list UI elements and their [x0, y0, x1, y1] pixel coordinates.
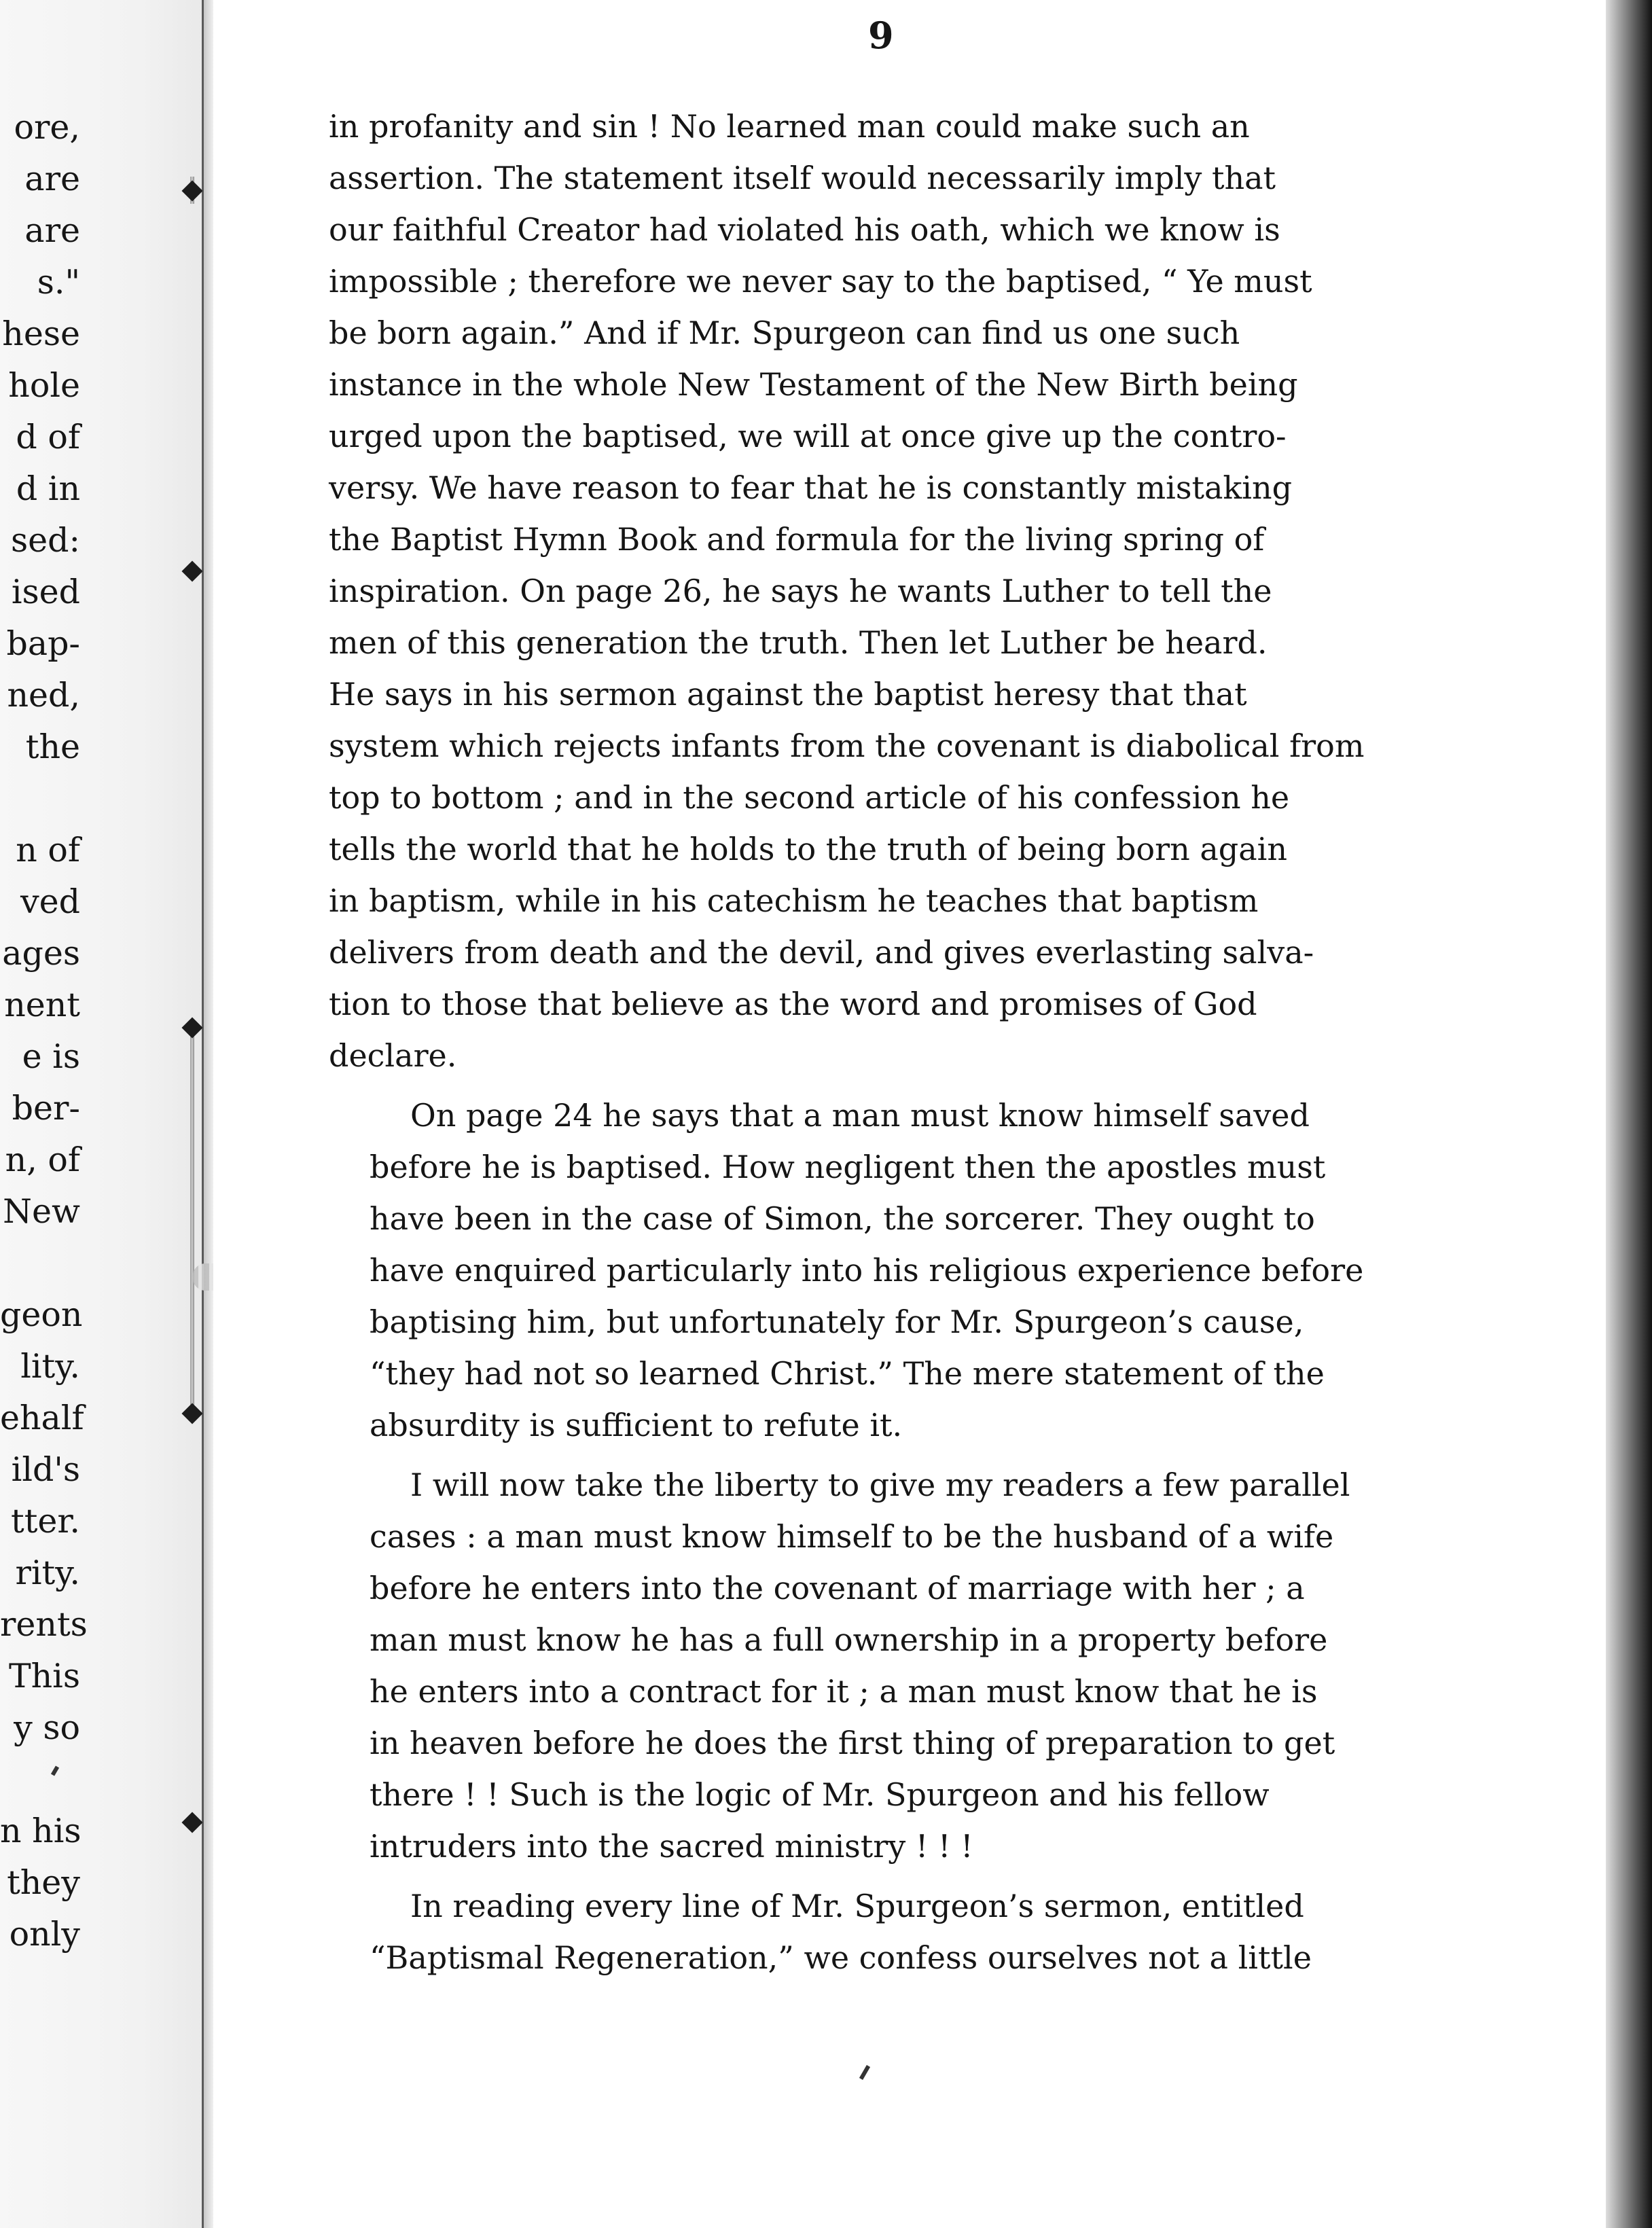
binding-thread	[190, 1032, 194, 1413]
text-line: system which rejects infants from the covenant is diabolical from	[329, 727, 1365, 764]
left-page-fragment: n his	[0, 1812, 82, 1850]
paragraph	[329, 1090, 1467, 1451]
left-page-fragment: ild's	[11, 1450, 80, 1489]
left-page-fragment: ned,	[7, 676, 80, 715]
left-page-fragment: geon	[0, 1295, 83, 1334]
book-spine	[204, 0, 213, 2228]
left-page-fragment: bap-	[6, 624, 80, 663]
text-line: cases : a man must know himself to be the husband of a wife	[370, 1518, 1334, 1555]
left-page-fragment: s."	[37, 263, 80, 302]
text-line: the Baptist Hymn Book and formula for the living spring of	[329, 521, 1265, 558]
left-page-fragment: ber-	[12, 1089, 80, 1128]
text-line: inspiration. On page 26, he says he wants Luther to tell the	[329, 573, 1272, 609]
left-page-fragment: hole	[8, 366, 80, 405]
text-line: in baptism, while in his catechism he teaches that baptism	[329, 882, 1259, 919]
left-page-fragment: are	[24, 160, 80, 198]
text-line: tion to those that believe as the word and promises of God	[329, 986, 1257, 1022]
text-line: “they had not so learned Christ.” The mere statement of the	[370, 1355, 1325, 1392]
text-line: top to bottom ; and in the second article of his confession he	[329, 779, 1290, 816]
left-page-fragment: rity.	[15, 1553, 80, 1592]
paragraph	[329, 101, 1467, 1081]
text-line: be born again.” And if Mr. Spurgeon can find us one such	[329, 315, 1240, 351]
page-number: 9	[868, 14, 894, 57]
text-line: assertion. The statement itself would necessarily imply that	[329, 160, 1276, 196]
left-page-fragment	[0, 773, 80, 825]
text-line: he enters into a contract for it ; a man must know that he is	[370, 1673, 1318, 1710]
left-page-fragment: ised	[11, 573, 80, 611]
text-line: before he enters into the covenant of marriage with her ; a	[370, 1570, 1305, 1606]
left-page-fragment: ehalf	[0, 1399, 84, 1437]
left-page-fragment: tter.	[11, 1502, 80, 1541]
text-line: instance in the whole New Testament of the New Birth being	[329, 366, 1298, 403]
left-page-fragment: the	[25, 727, 80, 766]
left-page-fragment: hese	[2, 315, 80, 353]
text-line: our faithful Creator had violated his oath, which we know is	[329, 211, 1280, 248]
page-edge-shadow	[1606, 0, 1652, 2228]
left-page-fragment: n, of	[5, 1140, 80, 1179]
left-page-fragment: d of	[16, 418, 80, 456]
left-page-fragment: d in	[16, 469, 80, 508]
left-page-fragment	[0, 1238, 80, 1289]
text-line: have enquired particularly into his religious experience before	[370, 1252, 1364, 1289]
text-line: man must know he has a full ownership in a property before	[370, 1621, 1328, 1658]
left-page-fragment	[0, 1754, 80, 1805]
left-page-fragment: y so	[14, 1708, 80, 1747]
left-page-fragment: nent	[4, 986, 80, 1024]
text-line: there ! ! Such is the logic of Mr. Spurgeon and his fellow	[370, 1776, 1270, 1813]
text-line: intruders into the sacred ministry ! ! !	[370, 1828, 973, 1865]
left-page-fragment: e is	[22, 1037, 80, 1076]
text-line: absurdity is sufficient to refute it.	[370, 1407, 903, 1443]
text-line: “Baptismal Regeneration,” we confess ourselves not a little	[370, 1939, 1312, 1976]
left-page-fragment: are	[24, 211, 80, 250]
text-line: tells the world that he holds to the truth of being born again	[329, 831, 1287, 867]
body-text	[329, 101, 1467, 1983]
text-line: have been in the case of Simon, the sorcerer. They ought to	[370, 1200, 1315, 1237]
text-line: baptising him, but unfortunately for Mr. Spurgeon’s cause,	[370, 1304, 1304, 1340]
text-line: in heaven before he does the first thing of preparation to get	[370, 1725, 1335, 1761]
left-page-fragment: lity.	[20, 1347, 80, 1386]
text-line: urged upon the baptised, we will at once give up the contro-	[329, 418, 1287, 454]
left-page-fragment: sed:	[10, 521, 80, 560]
left-page-fragment: New	[3, 1192, 80, 1231]
text-line: men of this generation the truth. Then let Luther be heard.	[329, 624, 1268, 661]
left-page-fragment: only	[9, 1915, 80, 1954]
left-page-fragment: they	[7, 1863, 80, 1902]
text-line: He says in his sermon against the baptist heresy that that	[329, 676, 1247, 713]
text-line: impossible ; therefore we never say to the baptised, “ Ye must	[329, 263, 1312, 300]
left-page-fragment: ages	[2, 934, 80, 973]
text-line: delivers from death and the devil, and gives everlasting salva-	[329, 934, 1314, 971]
text-line: On page 24 he says that a man must know himself saved	[410, 1097, 1310, 1134]
text-line: declare.	[329, 1037, 457, 1074]
paragraph	[329, 1880, 1467, 1983]
text-line: versy. We have reason to fear that he is constantly mistaking	[329, 469, 1293, 506]
left-page-fragment: rents	[0, 1605, 88, 1644]
left-page-text-fragments	[0, 102, 88, 1960]
left-page-fragment: This	[8, 1657, 80, 1695]
text-line: I will now take the liberty to give my readers a few parallel	[410, 1467, 1350, 1503]
left-page-fragment: ore,	[14, 108, 80, 147]
left-facing-page	[0, 0, 204, 2228]
left-page-fragment: ved	[20, 882, 80, 921]
text-line: in profanity and sin ! No learned man could make such an	[329, 108, 1250, 145]
paragraph	[329, 1459, 1467, 1872]
text-line: In reading every line of Mr. Spurgeon’s sermon, entitled	[410, 1888, 1304, 1924]
text-line: before he is baptised. How negligent then the apostles must	[370, 1149, 1326, 1185]
left-page-fragment: n of	[16, 831, 80, 869]
